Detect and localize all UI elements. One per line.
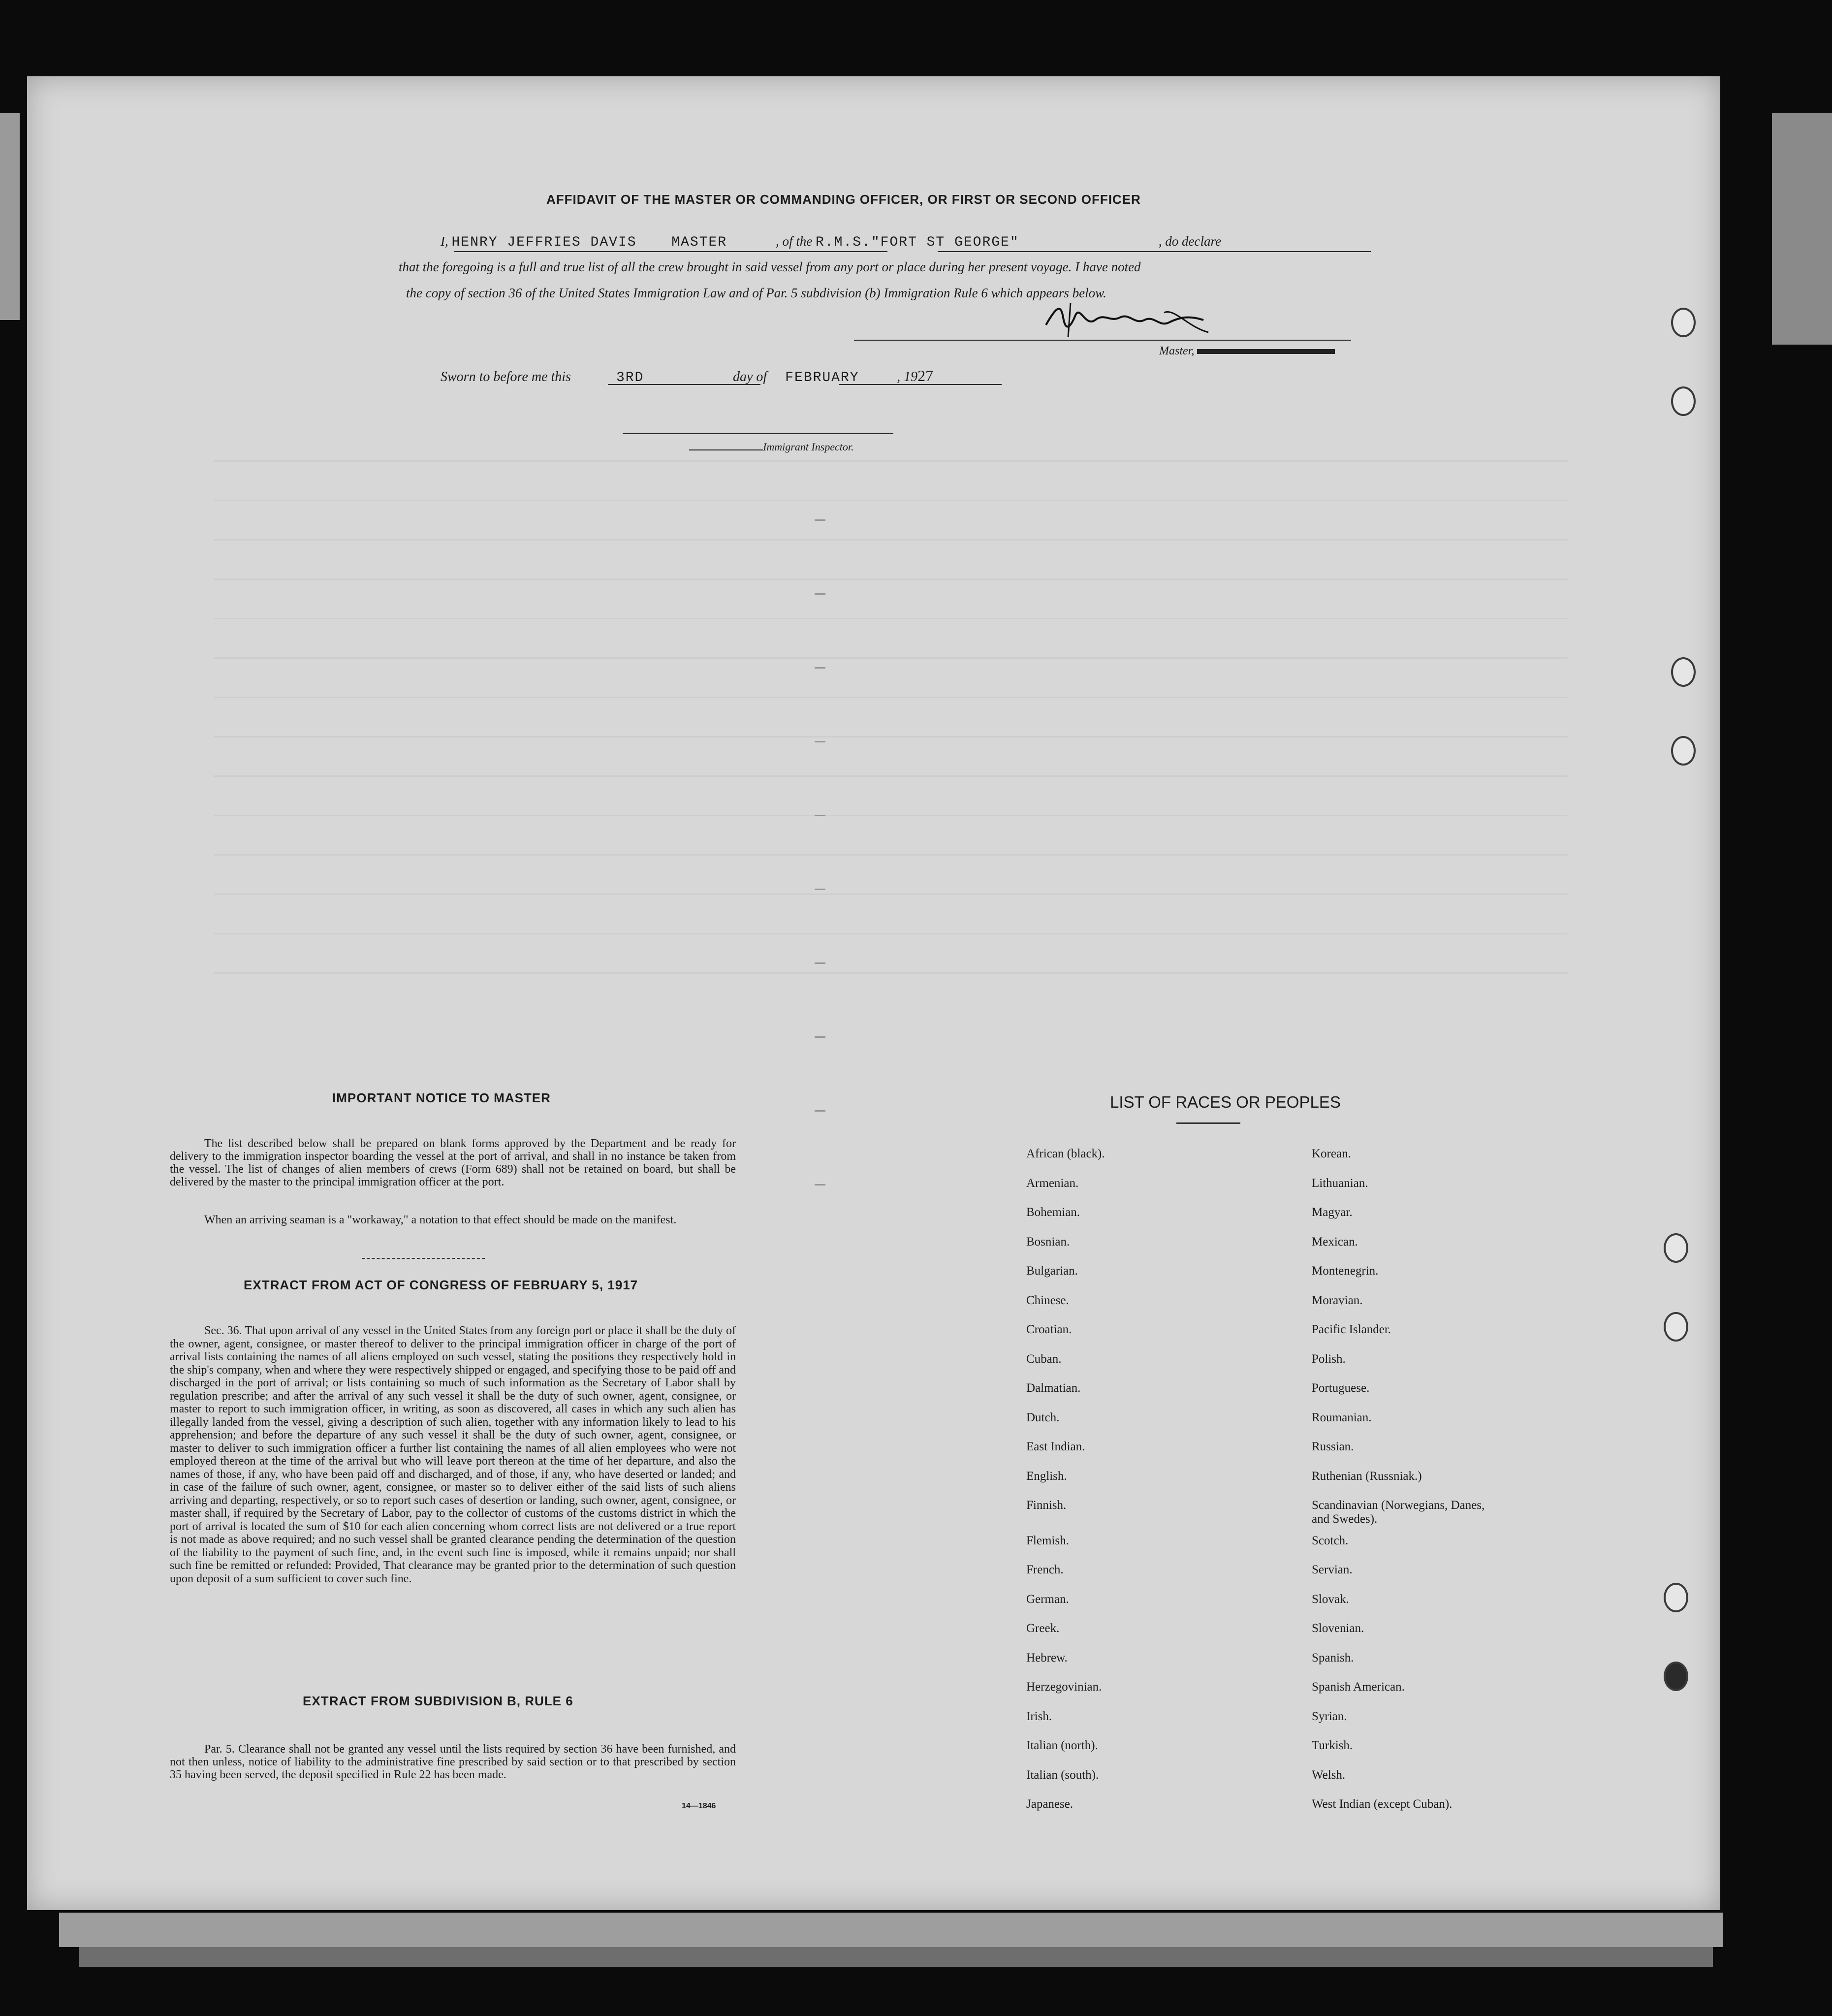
master-signature [1041,298,1218,342]
race-item: African (black). [1026,1147,1105,1160]
divider-rule [362,1258,485,1259]
form-number: 14—1846 [682,1802,716,1810]
race-item: Finnish. [1026,1499,1067,1512]
day-of-label: day of [732,369,767,384]
race-item: Turkish. [1312,1739,1353,1752]
sworn-line [441,367,933,385]
vessel-name: R.M.S."FORT ST GEORGE" [816,235,1019,250]
race-item: Bulgarian. [1026,1264,1078,1278]
race-item: Greek. [1026,1622,1060,1635]
race-item: Hebrew. [1026,1651,1068,1664]
declaration-line-3: the copy of section 36 of the United States Immigration Law and of Par. 5 subdivision (b) Immigration Rule 6 which appears below. [406,286,1106,300]
sworn-day: 3RD [616,370,644,385]
act-heading: EXTRACT FROM ACT OF CONGRESS OF FEBRUARY 5, 1917 [244,1278,638,1292]
punch-hole [1664,1312,1688,1342]
punch-hole [1664,1583,1688,1612]
declaration-line-1 [441,234,1221,250]
right-edge-strip [1772,113,1832,345]
race-item: Russian. [1312,1440,1354,1453]
races-heading: LIST OF RACES OR PEOPLES [1110,1093,1341,1111]
notice-paragraph-1: The list described below shall be prepared on blank forms approved by the Department and be ready for delivery to the immigration inspector boarding the vessel at the port of arrival, and shall in no instance be taken from the vessel. The list of changes of alien members of crews (Form 689) shall not be retained on board, but shall be delivered by the master to the principal immigration officer at the port. [170,1137,736,1188]
race-item: Cuban. [1026,1352,1062,1366]
race-item: Armenian. [1026,1176,1079,1190]
race-item: Slovenian. [1312,1622,1364,1635]
punch-hole [1664,1662,1688,1691]
vessel-underline [938,251,1371,252]
manifest-page [27,76,1720,1910]
race-item: East Indian. [1026,1440,1085,1453]
bleed-through-row [214,460,1568,462]
race-item: Magyar. [1312,1206,1353,1219]
race-item: Pacific Islander. [1312,1323,1391,1336]
sworn-day-underline [608,384,760,385]
punch-hole [1671,386,1696,416]
race-item: Polish. [1312,1352,1346,1366]
race-item: Chinese. [1026,1293,1069,1307]
race-item: German. [1026,1592,1069,1606]
act-body: Sec. 36. That upon arrival of any vessel in the United States from any foreign port or place it shall be the duty of the owner, agent, consignee, or master thereof to deliver to the principal immigration officer in charge of the port of arrival lists containing the names of all aliens employed on such vessel, stating the positions they respectively hold in the ship's company, when and where they were respectively shipped or engaged, and specifying those to be paid off and discharged in the port of arrival; or lists containing so much of such information as the Secretary of Labor shall by regulation prescribe; and after the arrival of any such vessel it shall be the duty of such owner, agent, consignee, or master to report to such immigration officer, in writing, as soon as discovered, all cases in which any such alien has illegally landed from the vessel, giving a description of such alien, together with any information likely to lead to his apprehension; and before the departure of any such vessel it shall be the duty of such owner, agent, consignee, or master to deliver to such immigration officer a further list containing the names of all alien employees who were not employed thereon at the time of the arrival but who will leave port thereon at the time of her departure, and also the names of those, if any, who have been paid off and discharged, and of those, if any, who have deserted or landed; and in case of the failure of such owner, agent, consignee, or master so to deliver either of the said lists of such aliens arriving and departing, respectively, or so to report such cases of desertion or landing, such owner, agent, consignee, or master shall, if required by the Secretary of Labor, pay to the collector of customs of the customs district in which the port of arrival is located the sum of $10 for each alien concerning whom correct lists are not delivered or a true report is not made as above required; and no such vessel shall be granted clearance pending the determination of the question of the liability to the payment of such fine, and, in the event such fine is imposed, while it remains unpaid; nor shall such fine be remitted or refunded: Provided, That clearance may be granted prior to the determination of such question upon deposit of a sum sufficient to cover such fine. [170,1324,736,1585]
affidavit-heading: AFFIDAVIT OF THE MASTER OR COMMANDING OFFICER, OR FIRST OR SECOND OFFICER [546,192,1141,207]
bleed-through-row [214,500,1568,501]
race-item: Korean. [1312,1147,1351,1160]
race-item: Scandinavian (Norwegians, Danes, and Swedes). [1312,1499,1485,1526]
page-underlayer-2 [79,1947,1713,1967]
race-item: Dutch. [1026,1410,1060,1424]
punch-hole [1671,736,1696,766]
race-item: Montenegrin. [1312,1264,1379,1278]
page-underlayer [59,1913,1723,1947]
sworn-month: FEBRUARY [785,370,859,385]
signature-line [854,340,1351,341]
notice-paragraph-2: When an arriving seaman is a "workaway," a notation to that effect should be made on the manifest. [204,1214,677,1226]
race-item: Croatian. [1026,1323,1072,1336]
inspector-signature-line [623,433,893,434]
punch-hole [1671,308,1696,337]
race-item: Bohemian. [1026,1206,1080,1219]
race-item: Herzegovinian. [1026,1680,1102,1694]
officer-rank: MASTER [671,235,727,250]
race-item: Slovak. [1312,1592,1349,1606]
left-edge-strip [0,113,20,320]
punch-hole [1671,657,1696,687]
bleed-through-dashes [815,519,1405,1209]
name-underline [454,251,887,252]
race-item: Japanese. [1026,1797,1074,1811]
race-item: French. [1026,1563,1064,1576]
race-item: Portuguese. [1312,1381,1370,1395]
race-item: Spanish. [1312,1651,1354,1664]
race-item: Scotch. [1312,1534,1349,1547]
race-item: Italian (north). [1026,1739,1098,1752]
race-item: Mexican. [1312,1235,1358,1248]
officer-name: HENRY JEFFRIES DAVIS [451,235,637,250]
race-item: Bosnian. [1026,1235,1070,1248]
race-item: Moravian. [1312,1293,1363,1307]
race-item: Syrian. [1312,1709,1347,1723]
race-item: Servian. [1312,1563,1353,1576]
year-suffix: 27 [917,367,934,384]
rule-body: Par. 5. Clearance shall not be granted any vessel until the lists required by section 36 have been furnished, and not then unless, notice of liability to the administrative fine prescribed by said section or to that prescribed by section 35 having been served, the deposit specified in Rule 22 has been made. [170,1743,736,1781]
signature-caption: Master, [1159,345,1335,358]
race-item: Roumanian. [1312,1410,1372,1424]
race-item: Irish. [1026,1709,1052,1723]
i-label: I, [441,234,448,249]
sworn-label: Sworn to before me this [441,369,571,384]
sworn-month-underline [839,384,1002,385]
punch-hole [1664,1233,1688,1263]
do-declare-label: , do declare [1158,234,1221,249]
race-item: Flemish. [1026,1534,1069,1547]
notice-heading: IMPORTANT NOTICE TO MASTER [332,1090,551,1105]
race-item: Spanish American. [1312,1680,1405,1694]
race-item: Welsh. [1312,1768,1346,1782]
race-item: Ruthenian (Russniak.) [1312,1469,1422,1483]
year-prefix: , 19 [897,369,918,384]
rule-heading: EXTRACT FROM SUBDIVISION B, RULE 6 [303,1694,573,1708]
race-item: Italian (south). [1026,1768,1099,1782]
race-item: West Indian (except Cuban). [1312,1797,1453,1811]
race-item: English. [1026,1469,1067,1483]
race-item: Lithuanian. [1312,1176,1368,1190]
declaration-line-2: that the foregoing is a full and true list of all the crew brought in said vessel from any port or place during her present voyage. I have noted [399,259,1141,274]
of-the-label: , of the [776,234,813,249]
race-item: Dalmatian. [1026,1381,1081,1395]
inspector-caption: Immigrant Inspector. [689,441,854,453]
